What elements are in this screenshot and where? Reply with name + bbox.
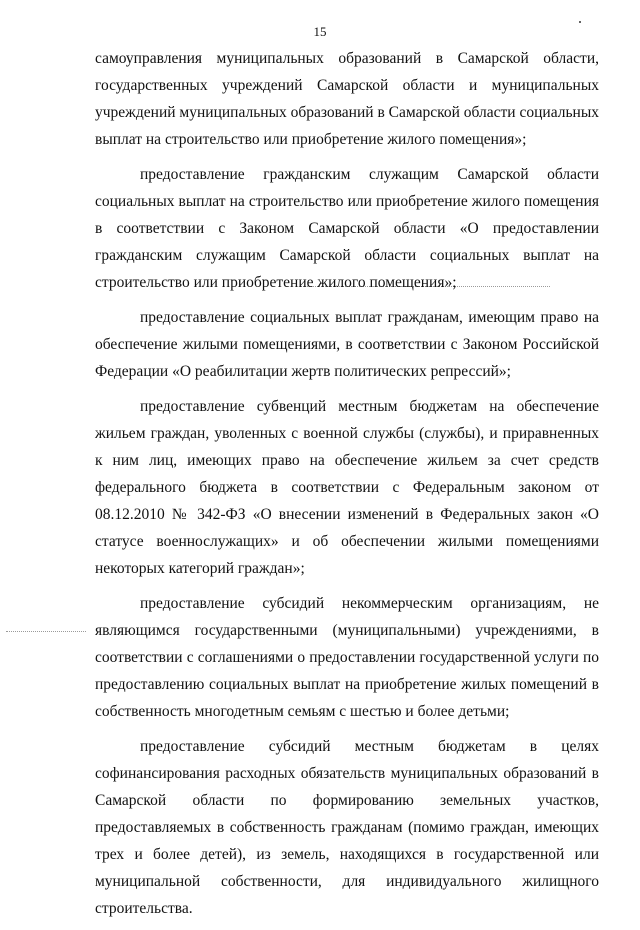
paragraph: предоставление субсидий местным бюджетам в целях софинансирования расходных обязательств муниципальных образований в Самарской области по формированию земельных участков, предоставляемых в собственность гражданам (помимо граждан, имеющих трех и более детей), из земель, находящихся в государственной или муниципальной собственности, для индивидуального жилищного строительства. <box>95 738 599 917</box>
scan-artifact-line <box>6 631 86 633</box>
paragraph: самоуправления муниципальных образований в Самарской области, государственных учреждений Самарской области и муниципальных учреждений муниципальных образований в Самарской области социальных выплат на строительство или приобретение жилого помещения»; <box>95 50 599 148</box>
scan-speck <box>579 21 581 23</box>
paragraph: предоставление социальных выплат гражданам, имеющим право на обеспечение жилыми помещениями, в соответствии с Законом Российской Федерации «О реабилитации жертв политических репрессий»; <box>95 309 599 380</box>
paragraph: предоставление субсидий некоммерческим организациям, не являющимся государственными (муниципальными) учреждениями, в соответствии с соглашениями о предоставлении государственной услуги по предоставлению социальных выплат на приобретение жилых помещений в собственность многодетным семьям с шестью и более детьми; <box>95 595 599 720</box>
paragraph: предоставление гражданским служащим Самарской области социальных выплат на строительство или приобретение жилого помещения в соответствии с Законом Самарской области «О предоставлении гражданским служащим Самарской области социальных выплат на строительство или приобретение жилого помещения»; <box>95 166 599 291</box>
document-body <box>95 45 599 930</box>
page-number: 15 <box>313 24 327 39</box>
paragraph: предоставление субвенций местным бюджетам на обеспечение жильем граждан, уволенных с военной службы (службы), и приравненных к ним лиц, имеющих право на обеспечение жильем за счет средств федерального бюджета в соответствии с Федеральным законом от 08.12.2010 № 342-ФЗ «О внесении изменений в Федеральных закон «О статусе военнослужащих» и об обеспечении жилыми помещениями некоторых категорий граждан»; <box>95 398 599 577</box>
